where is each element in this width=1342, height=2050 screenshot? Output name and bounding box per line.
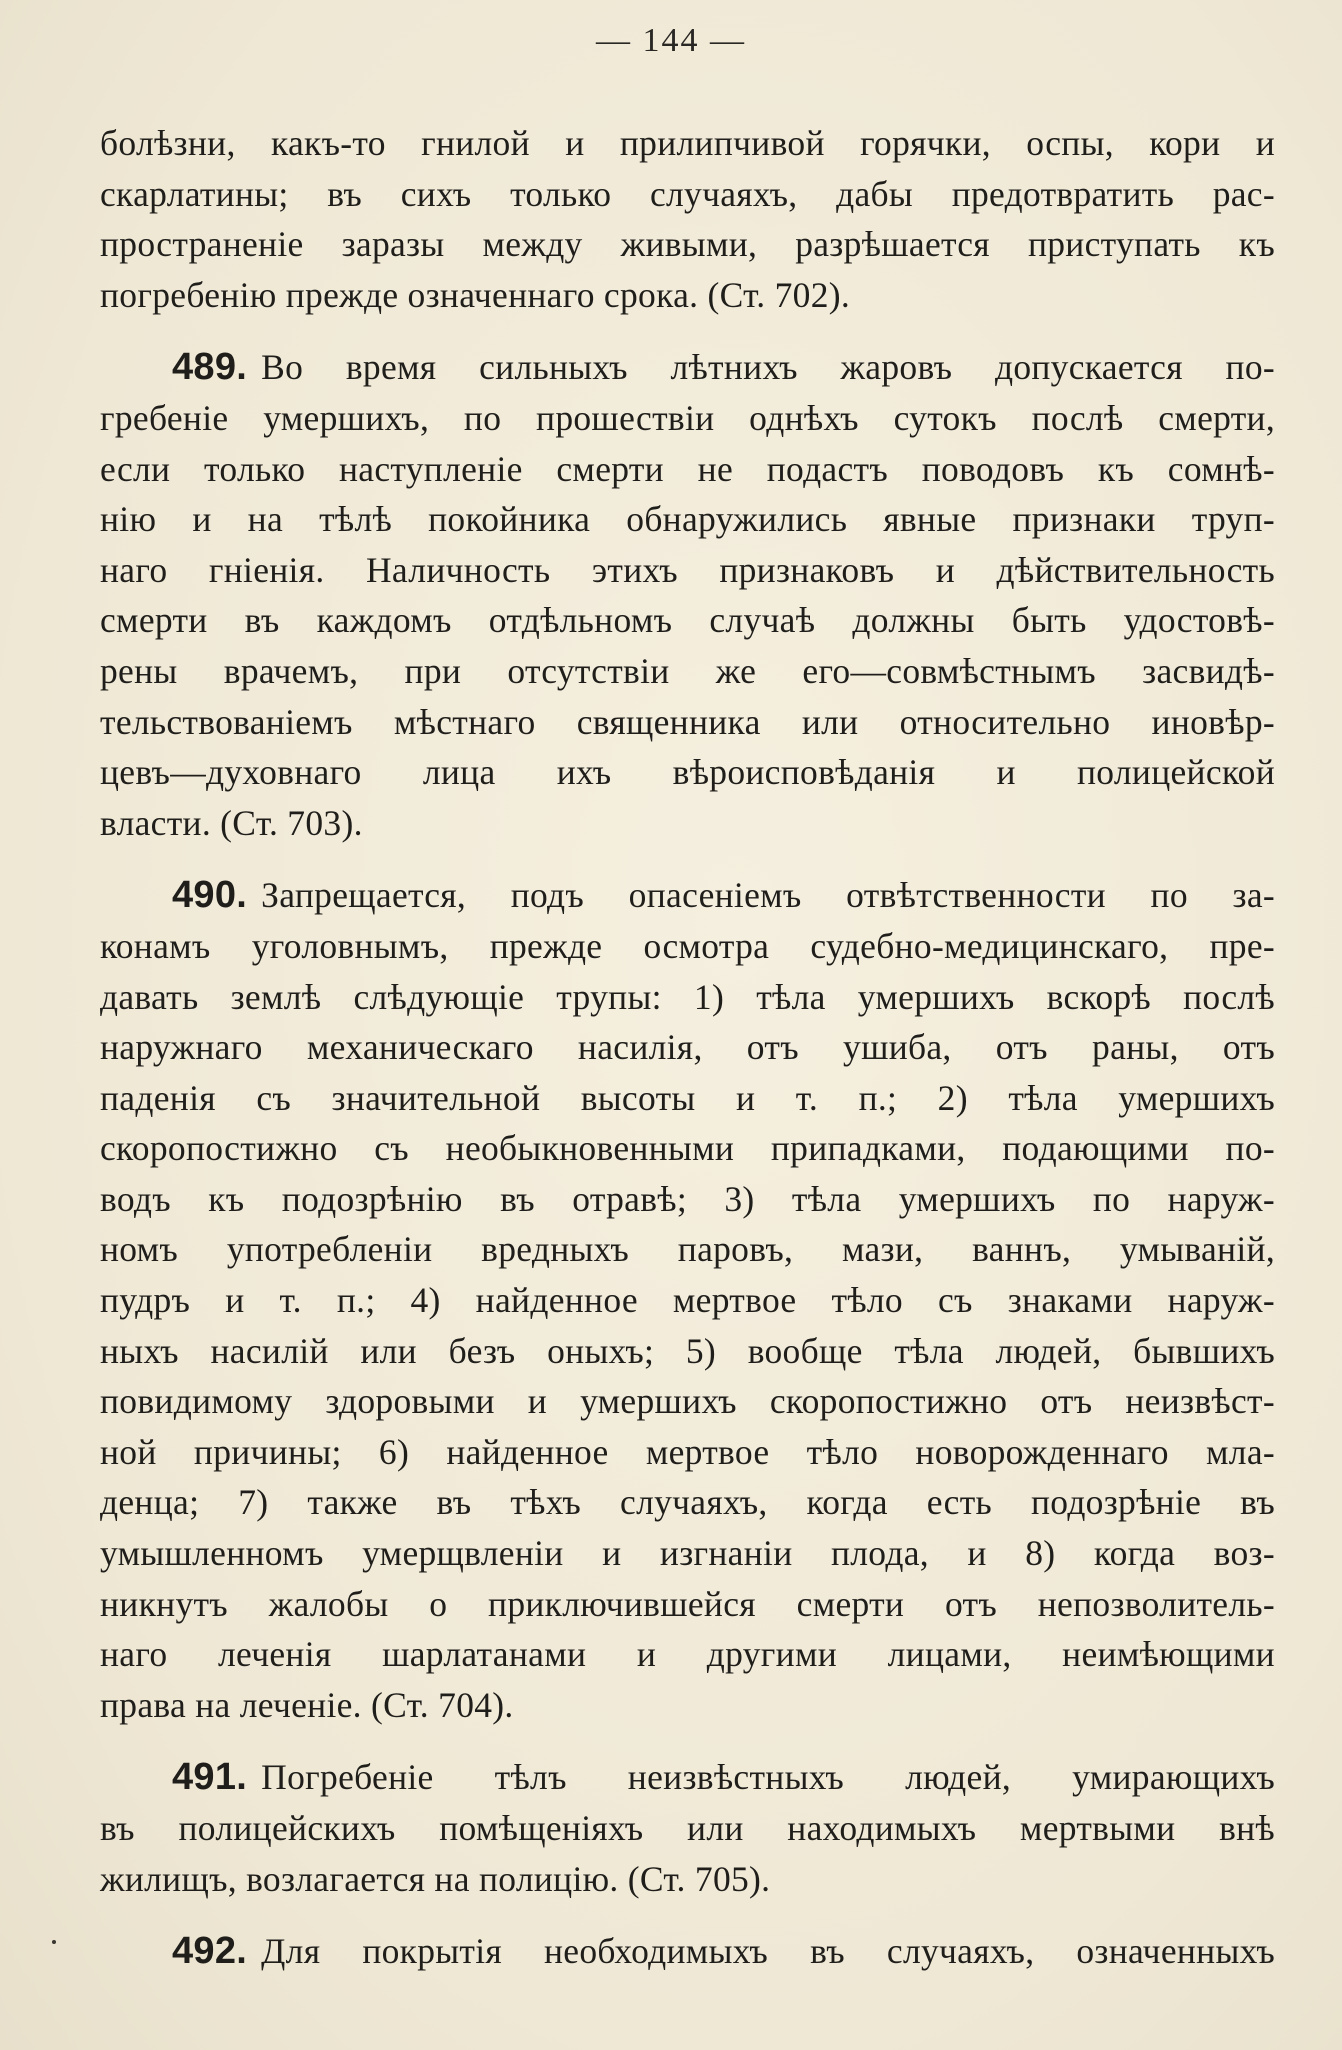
text-line bbox=[100, 545, 1275, 596]
text-line bbox=[100, 1427, 1275, 1478]
text-line bbox=[100, 1123, 1275, 1174]
text-line bbox=[100, 798, 1275, 849]
page-number: — 144 — bbox=[596, 22, 746, 59]
text-line bbox=[100, 1680, 1275, 1731]
line-text: никнутъ жалобы о приключившейся смерти отъ непозволитель- bbox=[100, 1583, 1275, 1624]
text-line bbox=[100, 1528, 1275, 1579]
article-number: 490. bbox=[172, 874, 248, 917]
line-text: паденія съ значительной высоты и т. п.; 2) тѣла умершихъ bbox=[100, 1077, 1275, 1118]
text-line bbox=[100, 1174, 1275, 1225]
paragraph bbox=[100, 1926, 1275, 1977]
text-line bbox=[100, 1803, 1275, 1854]
article-number: 489. bbox=[172, 346, 248, 389]
line-text: въ полицейскихъ помѣщеніяхъ или находимыхъ мертвыми внѣ bbox=[100, 1808, 1275, 1848]
text-line bbox=[100, 1073, 1275, 1124]
text-line bbox=[100, 870, 1275, 921]
line-text: Для покрытія необходимыхъ въ случаяхъ, означенныхъ bbox=[261, 1931, 1275, 1972]
line-text: нію и на тѣлѣ покойника обнаружились явные признаки труп- bbox=[100, 499, 1275, 540]
text-line bbox=[100, 342, 1275, 393]
line-text: Во время сильныхъ лѣтнихъ жаровъ допускается по- bbox=[261, 347, 1275, 388]
text-line bbox=[100, 595, 1275, 646]
text-line bbox=[100, 697, 1275, 748]
line-text: цевъ—духовнаго лица ихъ вѣроисповѣданія и полицейской bbox=[100, 752, 1275, 793]
line-text: гребеніе умершихъ, по прошествіи однѣхъ сутокъ послѣ смерти, bbox=[100, 397, 1275, 438]
line-text: умышленномъ умерщвленіи и изгнаніи плода, и 8) когда воз- bbox=[100, 1533, 1275, 1574]
page-text bbox=[100, 118, 1275, 1977]
line-text: ныхъ насилій или безъ оныхъ; 5) вообще тѣла людей, бывшихъ bbox=[100, 1330, 1275, 1371]
line-text: Погребеніе тѣлъ неизвѣстныхъ людей, умирающихъ bbox=[261, 1757, 1275, 1798]
line-text: права на леченіе. (Ст. 704). bbox=[100, 1684, 514, 1725]
line-text: погребенію прежде означеннаго срока. (Ст. 702). bbox=[100, 274, 851, 315]
line-text: конамъ уголовнымъ, прежде осмотра судебно-медицинскаго, пре- bbox=[100, 925, 1275, 966]
line-text: смерти въ каждомъ отдѣльномъ случаѣ должны быть удостовѣ- bbox=[100, 600, 1275, 641]
line-text: водъ къ подозрѣнію въ отравѣ; 3) тѣла умершихъ по наруж- bbox=[100, 1178, 1275, 1219]
text-line bbox=[100, 494, 1275, 545]
text-line bbox=[100, 1376, 1275, 1427]
line-text: номъ употребленіи вредныхъ паровъ, мази, ваннъ, умываній, bbox=[100, 1229, 1275, 1270]
line-text: скарлатины; въ сихъ только случаяхъ, дабы предотвратить рас- bbox=[100, 173, 1275, 214]
text-line bbox=[100, 118, 1275, 169]
text-line bbox=[100, 1022, 1275, 1073]
text-line bbox=[100, 393, 1275, 444]
line-text: пространеніе заразы между живыми, разрѣшается приступать къ bbox=[100, 224, 1275, 265]
text-line bbox=[100, 1854, 1275, 1905]
text-line bbox=[100, 921, 1275, 972]
paragraph bbox=[100, 870, 1275, 1730]
text-line bbox=[100, 169, 1275, 220]
text-line bbox=[100, 1326, 1275, 1377]
text-line bbox=[100, 444, 1275, 495]
text-line bbox=[100, 1224, 1275, 1275]
paragraph bbox=[100, 1752, 1275, 1904]
line-text: денца; 7) также въ тѣхъ случаяхъ, когда есть подозрѣніе въ bbox=[100, 1482, 1275, 1523]
text-line bbox=[100, 1579, 1275, 1630]
article-number: 491. bbox=[172, 1756, 248, 1799]
text-line bbox=[100, 972, 1275, 1023]
text-line bbox=[100, 270, 1275, 321]
line-text: наружнаго механическаго насилія, отъ ушиба, отъ раны, отъ bbox=[100, 1027, 1275, 1068]
text-line bbox=[100, 1926, 1275, 1977]
line-text: давать землѣ слѣдующіе трупы: 1) тѣла умершихъ вскорѣ послѣ bbox=[100, 976, 1275, 1017]
article-number: 492. bbox=[172, 1930, 248, 1973]
line-text: власти. (Ст. 703). bbox=[100, 802, 363, 843]
line-text: если только наступленіе смерти не подастъ поводовъ къ сомнѣ- bbox=[100, 448, 1275, 489]
line-text: наго леченія шарлатанами и другими лицами, неимѣющими bbox=[100, 1634, 1275, 1675]
line-text: повидимому здоровыми и умершихъ скоропостижно отъ неизвѣст- bbox=[100, 1381, 1275, 1422]
line-text: болѣзни, какъ-то гнилой и прилипчивой горячки, оспы, кори и bbox=[100, 123, 1275, 163]
text-line bbox=[100, 646, 1275, 697]
line-text: пудръ и т. п.; 4) найденное мертвое тѣло съ знаками наруж- bbox=[100, 1280, 1275, 1321]
text-line bbox=[100, 1752, 1275, 1803]
line-text: рены врачемъ, при отсутствіи же его—совмѣстнымъ засвидѣ- bbox=[100, 650, 1275, 691]
paragraph bbox=[100, 342, 1275, 848]
line-text: скоропостижно съ необыкновенными припадками, подающими по- bbox=[100, 1128, 1275, 1169]
text-line bbox=[100, 747, 1275, 798]
line-text: ной причины; 6) найденное мертвое тѣло новорожденнаго мла- bbox=[100, 1431, 1275, 1472]
paragraph bbox=[100, 118, 1275, 320]
text-line bbox=[100, 1275, 1275, 1326]
text-line bbox=[100, 1629, 1275, 1680]
line-text: тельствованіемъ мѣстнаго священника или относительно иновѣр- bbox=[100, 701, 1275, 742]
text-line bbox=[100, 219, 1275, 270]
line-text: жилищъ, возлагается на полицію. (Ст. 705). bbox=[100, 1858, 771, 1899]
line-text: Запрещается, подъ опасеніемъ отвѣтственности по за- bbox=[261, 875, 1275, 916]
paper-speck bbox=[52, 1940, 56, 1944]
text-line bbox=[100, 1477, 1275, 1528]
line-text: наго гніенія. Наличность этихъ признаковъ и дѣйствительность bbox=[100, 549, 1275, 590]
